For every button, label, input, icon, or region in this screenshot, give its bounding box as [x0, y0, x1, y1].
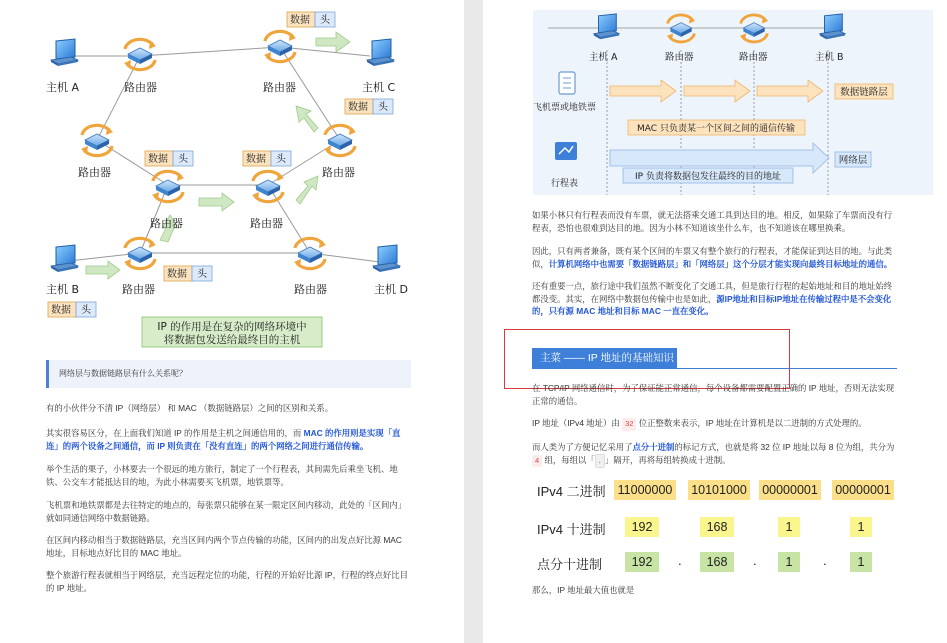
host-a-label: 主机 A: [589, 52, 618, 63]
decimal-octet: 1: [850, 517, 872, 537]
svg-text:头: 头: [197, 269, 207, 280]
highlight-box: [504, 329, 790, 389]
mac-note: MAC 只负责某一个区间之间的通信传输: [637, 124, 795, 134]
decimal-octet: 168: [700, 517, 734, 537]
paragraph: 因此，只有两者兼备，既有某个区间的车票又有整个旅行的行程表，才能保证到达目的地。与此类似，计算机网络中也需要「数据链路层」和「网络层」这个分层才能实现向最终目标地址的通信。: [532, 246, 893, 269]
svg-text:数据: 数据: [246, 154, 266, 165]
paragraph: 还有重要一点，旅行途中我们虽然不断变化了交通工具，但是旅行行程的起始地址和目的地址始终都没变。其实，在网络中数据包传输中也是如此，源IP地址和目标IP地址在传输过程中是不会变化的，只有源 MAC 地址和目标 MAC 一直在变化。: [532, 281, 893, 317]
host-a-label: 主机 A: [46, 81, 80, 94]
svg-text:数据: 数据: [167, 269, 187, 280]
router-icon: [252, 171, 284, 201]
mac-ip-diagram: [483, 0, 947, 200]
router-icon: [152, 171, 184, 201]
network-layer-label: 网络层: [838, 155, 868, 166]
router-label: 路由器: [150, 217, 183, 230]
decimal-octet: 192: [625, 517, 659, 537]
dotted-octet: 192: [625, 552, 659, 572]
svg-text:数据: 数据: [290, 15, 310, 26]
router-icon: [124, 39, 156, 69]
binary-octet: 00000001: [832, 480, 894, 500]
dotted-octet: 1: [850, 552, 872, 572]
ip-note: IP 负责将数据包发往最终的目的地址: [635, 172, 781, 182]
router-label: 路由器: [322, 166, 355, 179]
itinerary-icon: [555, 142, 577, 160]
packet: [145, 151, 193, 166]
dotted-octet: 1: [778, 552, 800, 572]
router-label: 路由器: [250, 217, 283, 230]
binary-octet: 10101000: [688, 480, 750, 500]
paragraph: 举个生活的栗子，小林要去一个很远的地方旅行，制定了一个行程表，其间需先后乘坐飞机、地铁、公交车才能抵达目的地，为此小林需要买飞机票，地铁票等。: [46, 464, 398, 487]
router-icon: [264, 31, 296, 61]
itinerary-label: 行程表: [551, 179, 579, 189]
paragraph: IP 地址（IPv4 地址）由 32 位正整数来表示，IP 地址在计算机是以二进制的方式处理的。: [532, 417, 897, 431]
router-label: 路由器: [124, 81, 157, 94]
paragraph: 而人类为了方便记忆采用了点分十进制的标记方式，也就是将 32 位 IP 地址以每 8 位为组，共分为 4 组，每组以「 . 」隔开，再将每组转换成十进制。: [532, 441, 897, 468]
datalink-layer-label: 数据链路层: [840, 87, 888, 98]
ip-routing-diagram: [0, 0, 464, 355]
paragraph: 如果小林只有行程表而没有车票，就无法搭乘交通工具到达目的地。相反，如果除了车票而没有行程表，恐怕也很难到达目的地。因为小林不知道该坐什么车，也不知道该在哪里换乘。: [532, 210, 893, 233]
router-label: 路由器: [294, 283, 327, 296]
caption-line-2: 将数据包发送给最终目的主机: [163, 334, 301, 346]
dot-separator: .: [678, 553, 682, 568]
router-icon: [81, 125, 113, 155]
dot-separator: .: [753, 553, 757, 568]
host-b-label: 主机 B: [815, 52, 844, 63]
router-label: 路由器: [122, 283, 155, 296]
paragraph: 飞机票和地铁票都是去往特定的地点的，每张票只能够在某一限定区间内移动，此处的「区间内」就如同通信网络中数据链路。: [46, 500, 407, 523]
packet: [287, 12, 335, 27]
computer-icon: [51, 245, 78, 272]
packet: [48, 302, 96, 317]
section-title: 主菜 —— IP 地址的基础知识: [532, 348, 677, 368]
flow-arrows: [86, 32, 350, 279]
paragraph: 其实很容易区分，在上面我们知道 IP 的作用是主机之间通信用的，而 MAC 的作用则是实现「直连」的两个设备之间通信，而 IP 则负责在「没有直连」的两个网络之间进行通信传输。: [46, 428, 401, 451]
dot-separator: .: [823, 553, 827, 568]
router-label: 路由器: [665, 52, 694, 63]
svg-text:头: 头: [276, 154, 286, 165]
svg-text:头: 头: [320, 15, 330, 26]
paragraph: 整个旅游行程表就相当于网络层，充当远程定位的功能，行程的开始好比源 IP，行程的终点好比目的 IP 地址。: [46, 570, 408, 593]
svg-text:数据: 数据: [148, 154, 168, 165]
caption-line-1: IP 的作用是在复杂的网络环境中: [157, 321, 307, 333]
computer-icon: [373, 245, 400, 272]
svg-text:头: 头: [81, 305, 91, 316]
ticket-label: 飞机票或地铁票: [533, 103, 597, 113]
computer-icon: [51, 39, 78, 66]
number-tag: 32: [622, 418, 636, 431]
computer-icon: [367, 39, 394, 66]
packet: [345, 99, 393, 114]
router-label: 路由器: [739, 52, 768, 63]
dotted-label: 点分十进制: [537, 557, 603, 572]
router-icon: [324, 125, 356, 155]
svg-text:数据: 数据: [51, 305, 71, 316]
host-c-label: 主机 C: [362, 81, 396, 94]
decimal-label: IPv4 十进制: [537, 522, 606, 537]
packet: [164, 266, 212, 281]
ticket-icon: [559, 72, 575, 94]
svg-text:头: 头: [378, 102, 388, 113]
callout-text: 网络层与数据链路层有什么关系呢？: [59, 369, 187, 378]
paragraph: 有的小伙伴分不清 IP（网络层） 和 MAC （数据链路层）之间的区别和关系。: [46, 403, 334, 413]
paragraph: 那么，IP 地址最大值也就是: [532, 585, 635, 595]
paragraph: 在区间内移动相当于数据链路层，充当区间内两个节点传输的功能，区间内的出发点好比源 MAC 地址，目标地点好比目的 MAC 地址。: [46, 535, 402, 558]
packet: [243, 151, 291, 166]
decimal-octet: 1: [778, 517, 800, 537]
dotted-octet: 168: [700, 552, 734, 572]
router-label: 路由器: [263, 81, 296, 94]
number-tag: 4: [532, 455, 542, 468]
binary-label: IPv4 二进制: [537, 484, 606, 499]
host-d-label: 主机 D: [374, 283, 408, 296]
svg-text:头: 头: [178, 154, 188, 165]
router-icon: [124, 238, 156, 268]
binary-octet: 00000001: [759, 480, 821, 500]
router-icon: [294, 238, 326, 268]
left-page: [0, 0, 464, 643]
svg-text:数据: 数据: [348, 102, 368, 113]
code-dot: .: [595, 454, 605, 469]
callout-box: [46, 360, 411, 388]
router-label: 路由器: [78, 166, 111, 179]
host-b-label: 主机 B: [46, 283, 80, 296]
binary-octet: 11000000: [614, 480, 676, 500]
paragraph: 在 TCP/IP 网络通信时，为了保证能正常通信，每个设备都需要配置正确的 IP 地址，否则无法实现正常的通信。: [532, 383, 895, 406]
